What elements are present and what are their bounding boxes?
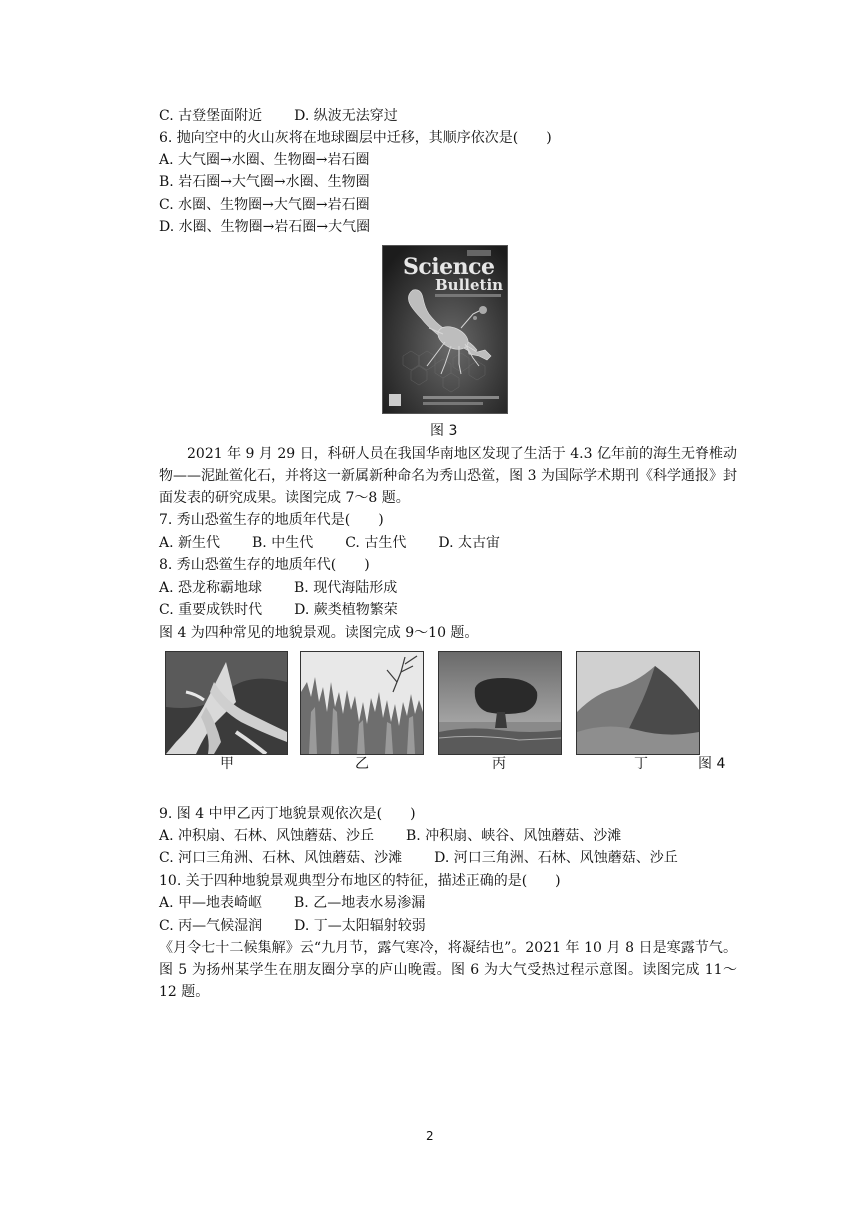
figure-4-label-bing: 丙: [492, 756, 506, 772]
passage-cold-dew: 《月令七十二候集解》云“九月节，露气寒冷，将凝结也”。2021 年 10 月 8 日是寒露节气。图 5 为扬州某学生在朋友圈分享的庐山晚霞。图 6 为大气受热过程示意图。读图完成 11～12 题。: [159, 940, 737, 1000]
figure-3-caption: 图 3: [430, 423, 458, 439]
q9-option-d: D. 河口三角洲、石林、风蚀蘑菇、沙丘: [434, 850, 678, 866]
q8-option-c: C. 重要成铁时代: [159, 602, 263, 618]
cover-title-science: Science: [403, 254, 495, 280]
q8-option-d: D. 蕨类植物繁荣: [294, 602, 398, 618]
figure-4-label-yi: 乙: [355, 756, 369, 772]
q6-option-a: A. 大气圈→水圈、生物圈→岩石圈: [159, 152, 370, 168]
q5-option-d: D. 纵波无法穿过: [294, 108, 398, 124]
q9-stem: 9. 图 4 中甲乙丙丁地貌景观依次是( ): [159, 806, 416, 822]
q5-option-c: C. 古登堡面附近: [159, 108, 263, 124]
passage-fossil: 2021 年 9 月 29 日，科研人员在我国华南地区发现了生活于 4.3 亿年前的海生无脊椎动物——泥趾鲎化石，并将这一新属新种命名为秀山恐鲎，图 3 为国际学术期刊《科学通报》封面发表的研究成果。读图完成 7～8 题。: [159, 446, 737, 506]
q7-option-c: C. 古生代: [345, 535, 407, 551]
q10-stem: 10. 关于四种地貌景观典型分布地区的特征，描述正确的是( ): [159, 873, 561, 889]
sand-dune-photo: [576, 651, 700, 755]
q10-option-d: D. 丁—太阳辐射较弱: [294, 918, 426, 934]
stone-forest-photo: [300, 651, 424, 755]
figure-4-label-jia: 甲: [220, 756, 234, 772]
figure-4-caption: 图 4: [698, 756, 726, 772]
q6-option-b: B. 岩石圈→大气圈→水圈、生物圈: [159, 174, 370, 190]
q10-option-a: A. 甲—地表崎岖: [159, 895, 263, 911]
q9-option-b: B. 冲积扇、峡谷、风蚀蘑菇、沙滩: [406, 828, 622, 844]
q10-options-cd: [159, 916, 426, 936]
q7-option-d: D. 太古宙: [438, 535, 500, 551]
q10-option-c: C. 丙—气候湿润: [159, 918, 263, 934]
q5-options-cd: [159, 106, 398, 126]
q6-stem: 6. 抛向空中的火山灰将在地球圈层中迁移，其顺序依次是( ): [159, 130, 552, 146]
page-number: 2: [426, 1129, 434, 1143]
figure-4-label-ding: 丁: [634, 756, 648, 772]
q6-option-c: C. 水圈、生物圈→大气圈→岩石圈: [159, 197, 370, 213]
q9-option-c: C. 河口三角洲、石林、风蚀蘑菇、沙滩: [159, 850, 403, 866]
q8-stem: 8. 秀山恐鲎生存的地质年代( ): [159, 557, 370, 573]
q7-options: [159, 533, 500, 553]
q8-option-a: A. 恐龙称霸地球: [159, 580, 263, 596]
q8-option-b: B. 现代海陆形成: [294, 580, 398, 596]
figure-4-intro: 图 4 为四种常见的地貌景观。读图完成 9～10 题。: [159, 625, 479, 641]
q9-options-cd: [159, 848, 678, 868]
q9-options-ab: [159, 826, 621, 846]
q7-option-a: A. 新生代: [159, 535, 221, 551]
q8-options-ab: [159, 578, 397, 598]
q8-options-cd: [159, 600, 398, 620]
q10-options-ab: [159, 893, 425, 913]
q9-option-a: A. 冲积扇、石林、风蚀蘑菇、沙丘: [159, 828, 375, 844]
q7-stem: 7. 秀山恐鲎生存的地质年代是( ): [159, 512, 384, 528]
q6-option-d: D. 水圈、生物圈→岩石圈→大气圈: [159, 219, 371, 235]
q10-option-b: B. 乙—地表水易渗漏: [294, 895, 426, 911]
science-bulletin-cover-image: [382, 245, 508, 414]
q7-option-b: B. 中生代: [252, 535, 314, 551]
cover-title-bulletin: Bulletin: [435, 276, 504, 294]
mushroom-rock-photo: [438, 651, 562, 755]
alluvial-fan-photo: [165, 651, 288, 755]
qr-code-icon: [389, 394, 401, 406]
